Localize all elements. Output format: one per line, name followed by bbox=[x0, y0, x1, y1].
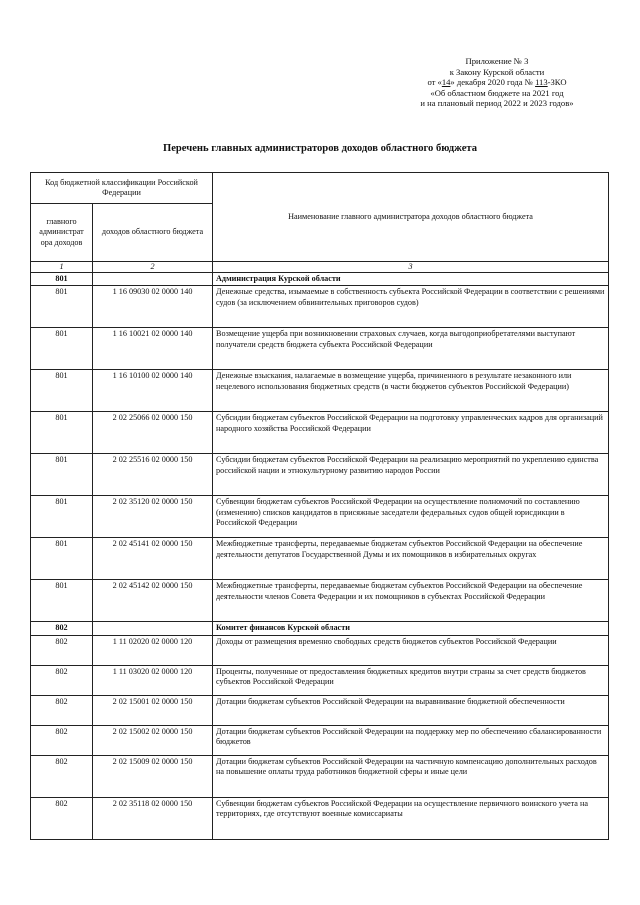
budget-code-cell: 2 02 25066 02 0000 150 bbox=[93, 412, 213, 454]
admin-code-cell: 801 bbox=[31, 370, 93, 412]
appendix-line-4: «Об областном бюджете на 2021 год bbox=[430, 87, 564, 98]
name-cell: Денежные взыскания, налагаемые в возмещение ущерба, причиненного в результате незаконного или нецелевого использования бюджетных средств (в части бюджетов субъектов Российской Федерации) bbox=[213, 370, 609, 412]
name-cell: Администрация Курской области bbox=[213, 273, 609, 286]
admin-code-cell: 802 bbox=[31, 665, 93, 695]
name-cell: Комитет финансов Курской области bbox=[213, 622, 609, 635]
header-group-cell: Код бюджетной классификации Российской Федерации bbox=[31, 173, 213, 204]
date-prefix: от « bbox=[427, 77, 442, 88]
table-row bbox=[31, 755, 609, 797]
header-admin-cell: главного администрат ора доходов bbox=[31, 204, 93, 262]
table-row bbox=[31, 665, 609, 695]
administrators-table bbox=[30, 172, 609, 840]
table-row bbox=[31, 635, 609, 665]
budget-code-cell: 1 16 09030 02 0000 140 bbox=[93, 286, 213, 328]
name-cell: Дотации бюджетам субъектов Российской Федерации на поддержку мер по обеспечению сбалансированности бюджетов bbox=[213, 725, 609, 755]
section-row bbox=[31, 622, 609, 635]
admin-code-cell: 802 bbox=[31, 725, 93, 755]
budget-code-cell: 1 11 02020 02 0000 120 bbox=[93, 635, 213, 665]
admin-code-cell: 802 bbox=[31, 797, 93, 839]
budget-code-cell: 2 02 45142 02 0000 150 bbox=[93, 580, 213, 622]
header-name-cell: Наименование главного администратора доходов областного бюджета bbox=[213, 173, 609, 262]
budget-code-cell: 2 02 15001 02 0000 150 bbox=[93, 695, 213, 725]
appendix-block bbox=[392, 56, 602, 109]
admin-code-cell: 801 bbox=[31, 286, 93, 328]
date-day: 14 bbox=[441, 77, 451, 88]
budget-code-cell: 2 02 45141 02 0000 150 bbox=[93, 538, 213, 580]
budget-code-cell: 2 02 35118 02 0000 150 bbox=[93, 797, 213, 839]
name-cell: Доходы от размещения временно свободных средств бюджетов субъектов Российской Федерации bbox=[213, 635, 609, 665]
admin-code-cell: 802 bbox=[31, 635, 93, 665]
admin-code-cell: 802 bbox=[31, 695, 93, 725]
admin-code-cell: 802 bbox=[31, 622, 93, 635]
law-number: 113 bbox=[535, 77, 548, 88]
table-body bbox=[31, 273, 609, 840]
appendix-line-5: и на плановый период 2022 и 2023 годов» bbox=[420, 98, 574, 109]
budget-code-cell: 1 16 10100 02 0000 140 bbox=[93, 370, 213, 412]
budget-code-cell: 1 16 10021 02 0000 140 bbox=[93, 328, 213, 370]
budget-code-cell: 2 02 15002 02 0000 150 bbox=[93, 725, 213, 755]
name-cell: Субсидии бюджетам субъектов Российской Федерации на подготовку управленческих кадров для организаций народного хозяйства Российской Федерации bbox=[213, 412, 609, 454]
name-cell: Межбюджетные трансферты, передаваемые бюджетам субъектов Российской Федерации на обеспечение деятельности членов Совета Федерации и их помощников в субъектах Российской Федерации bbox=[213, 580, 609, 622]
document-title: Перечень главных администраторов доходов областного бюджета bbox=[162, 143, 478, 154]
name-cell: Дотации бюджетам субъектов Российской Федерации на частичную компенсацию дополнительных расходов на повышение оплаты труда работников бюджетной сферы и иные цели bbox=[213, 755, 609, 797]
table-row bbox=[31, 454, 609, 496]
admin-code-cell: 801 bbox=[31, 273, 93, 286]
appendix-line-2: к Закону Курской области bbox=[449, 66, 545, 77]
appendix-date-line bbox=[392, 77, 602, 88]
section-row bbox=[31, 273, 609, 286]
admin-code-cell: 802 bbox=[31, 755, 93, 797]
col-number-3: 3 bbox=[213, 262, 609, 273]
header-code-cell: доходов областного бюджета bbox=[93, 204, 213, 262]
table-row bbox=[31, 370, 609, 412]
admin-code-cell: 801 bbox=[31, 328, 93, 370]
table-row bbox=[31, 580, 609, 622]
name-cell: Субсидии бюджетам субъектов Российской Федерации на реализацию мероприятий по укреплению единства российской нации и этнокультурному развитию народов России bbox=[213, 454, 609, 496]
name-cell: Дотации бюджетам субъектов Российской Федерации на выравнивание бюджетной обеспеченности bbox=[213, 695, 609, 725]
table-row bbox=[31, 725, 609, 755]
table-row bbox=[31, 695, 609, 725]
budget-code-cell bbox=[93, 273, 213, 286]
budget-code-cell: 2 02 35120 02 0000 150 bbox=[93, 496, 213, 538]
admin-code-cell: 801 bbox=[31, 496, 93, 538]
col-number-1: 1 bbox=[31, 262, 93, 273]
budget-code-cell: 1 11 03020 02 0000 120 bbox=[93, 665, 213, 695]
col-number-2: 2 bbox=[93, 262, 213, 273]
name-cell: Проценты, полученные от предоставления бюджетных кредитов внутри страны за счет средств бюджетов субъектов Российской Федерации bbox=[213, 665, 609, 695]
budget-code-cell: 2 02 15009 02 0000 150 bbox=[93, 755, 213, 797]
admin-code-cell: 801 bbox=[31, 538, 93, 580]
table-row bbox=[31, 412, 609, 454]
admin-code-cell: 801 bbox=[31, 580, 93, 622]
table-row bbox=[31, 496, 609, 538]
table-row bbox=[31, 328, 609, 370]
budget-code-cell: 2 02 25516 02 0000 150 bbox=[93, 454, 213, 496]
name-cell: Межбюджетные трансферты, передаваемые бюджетам субъектов Российской Федерации на обеспечение деятельности депутатов Государственной Думы и их помощников в избирательных округах bbox=[213, 538, 609, 580]
law-suffix: -ЗКО bbox=[547, 77, 567, 88]
admin-code-cell: 801 bbox=[31, 412, 93, 454]
name-cell: Субвенции бюджетам субъектов Российской Федерации на осуществление первичного воинского учета на территориях, где отсутствуют военные комиссариаты bbox=[213, 797, 609, 839]
budget-code-cell bbox=[93, 622, 213, 635]
appendix-line-1: Приложение № 3 bbox=[465, 56, 529, 66]
name-cell: Денежные средства, изымаемые в собственность субъекта Российской Федерации в соответствии с решениями судов (за исключением обвинительных приговоров судов) bbox=[213, 286, 609, 328]
table-row bbox=[31, 286, 609, 328]
name-cell: Возмещение ущерба при возникновении страховых случаев, когда выгодоприобретателями выступают получатели средств бюджета субъекта Российской Федерации bbox=[213, 328, 609, 370]
name-cell: Субвенции бюджетам субъектов Российской Федерации на осуществление полномочий по составлению (изменению) списков кандидатов в присяжные заседатели федеральных судов общей юрисдикции в Российской Федерации bbox=[213, 496, 609, 538]
date-mid: » декабря 2020 года № bbox=[450, 77, 536, 88]
table-row bbox=[31, 797, 609, 839]
admin-code-cell: 801 bbox=[31, 454, 93, 496]
table-row bbox=[31, 538, 609, 580]
